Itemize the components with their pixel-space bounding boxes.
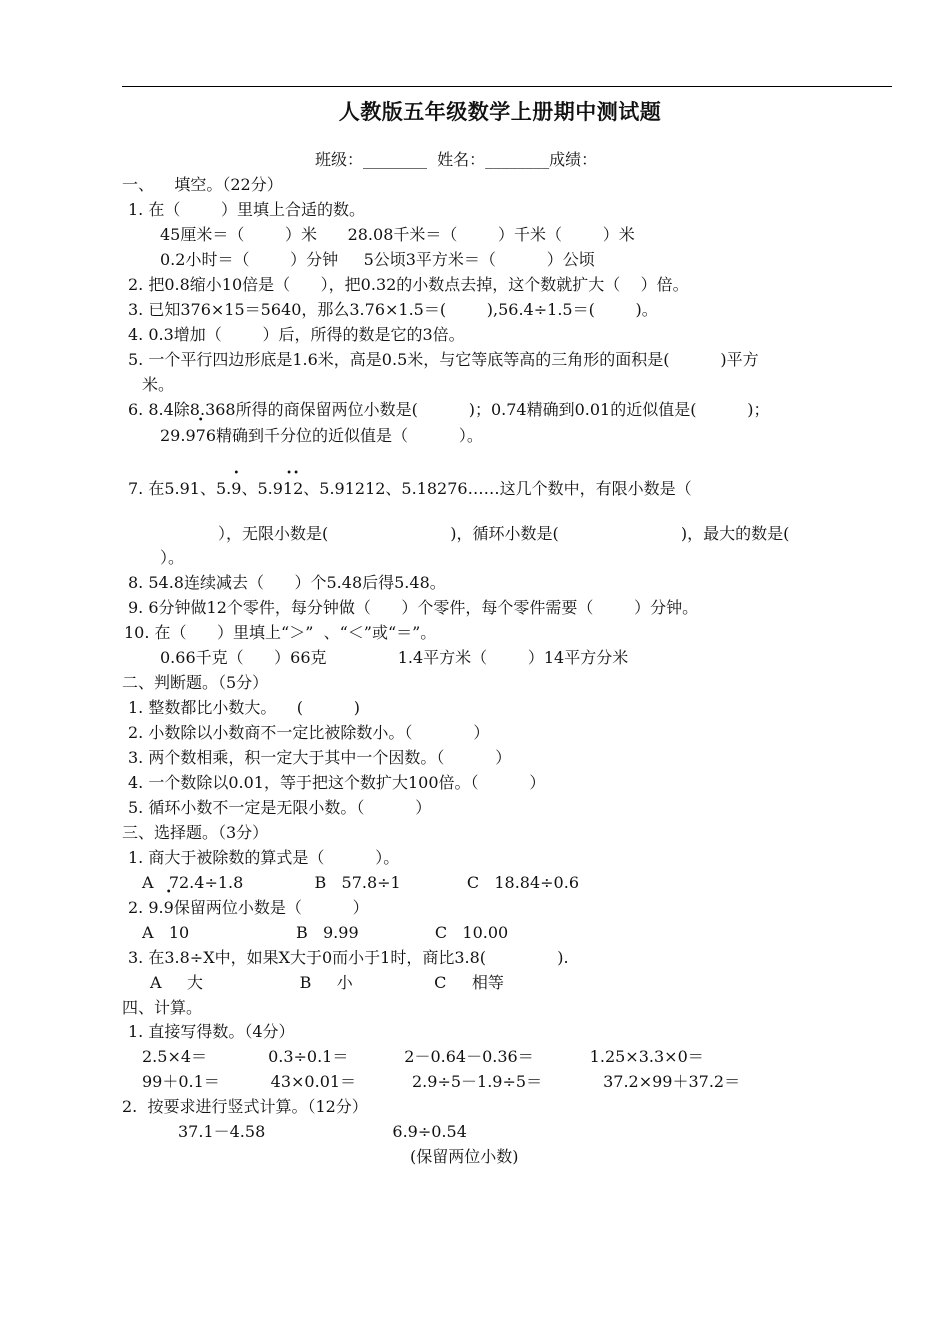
q7-separator: 、: [241, 479, 258, 498]
q1-text: 1. 在（ ）里填上合适的数。: [128, 200, 366, 219]
header-rule: [122, 86, 892, 87]
q7-number-a-prefix: 5.: [215, 479, 232, 498]
choice-3-options: A 大 B 小 C 相等: [150, 973, 504, 992]
q7-text: [128, 479, 692, 499]
q7-text-rest: 、5.91212、5.18276……这几个数中，有限小数是（: [303, 479, 692, 498]
judge-4: 4. 一个数除以0.01，等于把这个数扩大100倍。（ ）: [128, 773, 546, 792]
q7-text-start: 7. 在5.91、: [128, 479, 216, 498]
choice-2-rest: 保留两位小数是（ ）: [173, 898, 369, 917]
calc-2-problems: 37.1－4.58 6.9÷0.54: [178, 1122, 467, 1141]
q3-text: 3. 已知376×15＝5640，那么3.76×1.5＝( ),56.4÷1.5＝( )。: [128, 300, 658, 319]
q7-text-line-2: ），无限小数是( )，循环小数是( )，最大的数是(: [218, 524, 790, 543]
q1-row-1: 45厘米＝（ ）米 28.08千米＝（ ）千米（ ）米: [160, 225, 635, 244]
q9-text: 9. 6分钟做12个零件，每分钟做（ ）个零件，每个零件需要（ ）分钟。: [128, 598, 699, 617]
choice-2-options: A 10 B 9.99 C 10.00: [142, 923, 509, 942]
q10-text: 10. 在（ ）里填上“＞” 、“＜”或“＝”。: [124, 623, 437, 642]
q6-text-rest: 精确到千分位的近似值是（ ）。: [216, 426, 483, 445]
judge-5: 5. 循环小数不一定是无限小数。（ ）: [128, 798, 432, 817]
section-3-heading: 三、选择题。（3分）: [122, 823, 269, 842]
choice-2-recurring-digit: • 9: [164, 898, 174, 918]
choice-3: 3. 在3.8÷X中，如果X大于0而小于1时，商比3.8( ).: [128, 948, 569, 967]
q5-text-cont: 米。: [142, 375, 175, 394]
calc-1-row-1: 2.5×4＝ 0.3÷0.1＝ 2－0.64－0.36＝ 1.25×3.3×0＝: [142, 1047, 704, 1066]
choice-2: [128, 898, 369, 918]
page-title: 人教版五年级数学上册期中测试题: [338, 100, 662, 124]
q10-row: 0.66千克（ ）66克 1.4平方米（ ）14平方分米: [160, 648, 629, 667]
choice-2-prefix: 2. 9.: [128, 898, 164, 917]
calc-2-note: (保留两位小数): [410, 1147, 519, 1166]
q2-text: 2. 把0.8缩小10倍是（ ），把0.32的小数点去掉，这个数就扩大（ ）倍。: [128, 275, 689, 294]
calc-2-heading: 2. 按要求进行竖式计算。（12分）: [122, 1097, 368, 1116]
q8-text: 8. 54.8连续减去（ ）个5.48后得5.48。: [128, 573, 446, 592]
q6-recurring-digits: • 976: [185, 426, 216, 446]
choice-1-options: A 72.4÷1.8 B 57.8÷1 C 18.84÷0.6: [142, 873, 579, 892]
calc-1-row-2: 99＋0.1＝ 43×0.01＝ 2.9÷5－1.9÷5＝ 37.2×99＋37.2＝: [142, 1072, 741, 1091]
judge-2: 2. 小数除以小数商不一定比被除数小。（ ）: [128, 723, 490, 742]
choice-1: 1. 商大于被除数的算式是（ ）。: [128, 848, 400, 867]
q7-number-a-recurring: • 9: [231, 479, 241, 499]
q6-number-prefix: 29.: [160, 426, 186, 445]
q7-number-b-prefix: 5.9: [257, 479, 283, 498]
section-1-heading: 一、 填空。（22分）: [122, 175, 283, 194]
q6-text: 6. 8.4除8.368所得的商保留两位小数是( )；0.74精确到0.01的近似值是( )；: [128, 400, 770, 419]
section-4-heading: 四、计算。: [122, 998, 203, 1017]
calc-1-heading: 1. 直接写得数。（4分）: [128, 1022, 295, 1041]
q4-text: 4. 0.3增加（ ）后，所得的数是它的3倍。: [128, 325, 465, 344]
q1-row-2: 0.2小时＝（ ）分钟 5公顷3平方米＝（ ）公顷: [160, 250, 595, 269]
q7-number-b-recurring: •• 12: [283, 479, 303, 499]
section-2-heading: 二、判断题。（5分）: [122, 673, 269, 692]
judge-1: 1. 整数都比小数大。 ( ): [128, 698, 361, 717]
student-info-line: 班级：________ 姓名：________成绩：: [315, 150, 598, 169]
q6-text-cont: [160, 426, 483, 446]
q5-text: 5. 一个平行四边形底是1.6米，高是0.5米，与它等底等高的三角形的面积是( )平方: [128, 350, 759, 369]
q7-text-line-3: ）。: [160, 548, 185, 567]
judge-3: 3. 两个数相乘，积一定大于其中一个因数。（ ）: [128, 748, 512, 767]
